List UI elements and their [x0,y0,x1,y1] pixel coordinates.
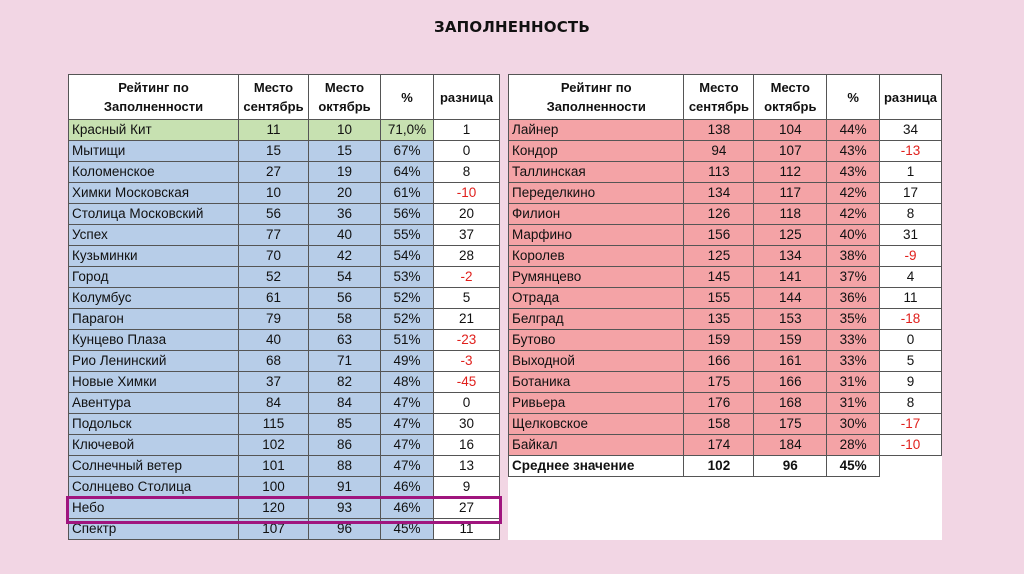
mall-name: Рио Ленинский [69,351,239,372]
mall-name: Кунцево Плаза [69,330,239,351]
average-october: 96 [754,456,827,477]
table-row [69,141,500,162]
mall-name: Красный Кит [69,120,239,141]
fill-percent: 28% [827,435,880,456]
mall-name: Новые Химки [69,372,239,393]
mall-name: Кузьминки [69,246,239,267]
place-october: 20 [309,183,381,204]
fill-percent: 52% [381,288,434,309]
place-september: 155 [684,288,754,309]
average-row [509,456,942,477]
table-row [69,456,500,477]
fill-percent: 38% [827,246,880,267]
place-october: 184 [754,435,827,456]
place-october: 42 [309,246,381,267]
page-title: ЗАПОЛНЕННОСТЬ [434,18,590,36]
average-september: 102 [684,456,754,477]
header-place-september: Место сентябрь [684,75,754,120]
place-september: 102 [239,435,309,456]
table-row [509,351,942,372]
place-october: 118 [754,204,827,225]
right-panel [508,74,942,540]
place-september: 68 [239,351,309,372]
fill-percent: 43% [827,162,880,183]
mall-name: Химки Московская [69,183,239,204]
place-september: 37 [239,372,309,393]
table-row [509,225,942,246]
place-october: 104 [754,120,827,141]
fill-percent: 56% [381,204,434,225]
place-september: 70 [239,246,309,267]
mall-name: Солнцево Столица [69,477,239,498]
table-row [69,183,500,204]
place-october: 112 [754,162,827,183]
place-october: 117 [754,183,827,204]
table-row [69,519,500,540]
table-row [509,183,942,204]
place-september: 100 [239,477,309,498]
mall-name: Авентура [69,393,239,414]
mall-name: Байкал [509,435,684,456]
header-rating: Рейтинг по Заполненности [509,75,684,120]
place-october: 107 [754,141,827,162]
place-october: 58 [309,309,381,330]
place-september: 176 [684,393,754,414]
place-september: 125 [684,246,754,267]
fill-percent: 40% [827,225,880,246]
header-percent: % [381,75,434,120]
difference: -17 [880,414,942,435]
place-october: 85 [309,414,381,435]
place-september: 113 [684,162,754,183]
fill-percent: 55% [381,225,434,246]
fill-percent: 47% [381,456,434,477]
fill-percent: 47% [381,393,434,414]
mall-name: Переделкино [509,183,684,204]
fill-percent: 47% [381,435,434,456]
difference: 4 [880,267,942,288]
table-row [509,414,942,435]
fill-percent: 33% [827,330,880,351]
place-october: 93 [309,498,381,519]
table-row [509,162,942,183]
difference: 1 [434,120,500,141]
place-september: 11 [239,120,309,141]
table-row [509,204,942,225]
mall-name: Марфино [509,225,684,246]
fill-percent: 46% [381,498,434,519]
place-october: 144 [754,288,827,309]
fill-percent: 61% [381,183,434,204]
fill-percent: 45% [381,519,434,540]
average-label: Среднее значение [509,456,684,477]
mall-name: Коломенское [69,162,239,183]
place-october: 56 [309,288,381,309]
table-row [69,120,500,141]
table-row [69,288,500,309]
mall-name: Колумбус [69,288,239,309]
difference: 5 [434,288,500,309]
place-september: 120 [239,498,309,519]
difference: 11 [434,519,500,540]
header-place-october: Место октябрь [309,75,381,120]
place-october: 40 [309,225,381,246]
difference: -3 [434,351,500,372]
difference: -13 [880,141,942,162]
fill-percent: 54% [381,246,434,267]
mall-name: Солнечный ветер [69,456,239,477]
mall-name: Спектр [69,519,239,540]
place-september: 126 [684,204,754,225]
mall-name: Ботаника [509,372,684,393]
place-september: 101 [239,456,309,477]
table-row [69,498,500,519]
mall-name: Небо [69,498,239,519]
table-row [69,162,500,183]
place-october: 54 [309,267,381,288]
place-september: 79 [239,309,309,330]
table-row [69,267,500,288]
fill-percent: 49% [381,351,434,372]
mall-name: Выходной [509,351,684,372]
table-row [509,120,942,141]
table-row [509,246,942,267]
difference: 0 [880,330,942,351]
place-september: 159 [684,330,754,351]
place-october: 82 [309,372,381,393]
place-september: 27 [239,162,309,183]
place-september: 158 [684,414,754,435]
mall-name: Филион [509,204,684,225]
difference: 0 [434,141,500,162]
difference: 34 [880,120,942,141]
mall-name: Парагон [69,309,239,330]
place-october: 175 [754,414,827,435]
difference: -45 [434,372,500,393]
place-october: 10 [309,120,381,141]
place-october: 15 [309,141,381,162]
place-october: 161 [754,351,827,372]
header-difference: разница [434,75,500,120]
table-row [69,204,500,225]
place-september: 135 [684,309,754,330]
header-rating: Рейтинг по Заполненности [69,75,239,120]
average-percent: 45% [827,456,880,477]
place-october: 134 [754,246,827,267]
place-september: 61 [239,288,309,309]
left-panel [68,74,500,540]
fill-percent: 47% [381,414,434,435]
difference: -10 [880,435,942,456]
place-october: 36 [309,204,381,225]
place-september: 56 [239,204,309,225]
mall-name: Таллинская [509,162,684,183]
difference: 8 [880,393,942,414]
fill-percent: 42% [827,204,880,225]
difference: 31 [880,225,942,246]
fill-percent: 37% [827,267,880,288]
right-header-row [509,75,942,120]
difference: -9 [880,246,942,267]
place-september: 145 [684,267,754,288]
place-october: 88 [309,456,381,477]
difference: -10 [434,183,500,204]
fill-percent: 33% [827,351,880,372]
difference: 9 [880,372,942,393]
place-october: 125 [754,225,827,246]
difference: 16 [434,435,500,456]
right-rating-table [508,74,942,477]
place-october: 84 [309,393,381,414]
difference: 21 [434,309,500,330]
fill-percent: 53% [381,267,434,288]
difference: 20 [434,204,500,225]
table-row [509,330,942,351]
difference: 1 [880,162,942,183]
table-row [509,141,942,162]
mall-name: Королев [509,246,684,267]
mall-name: Бутово [509,330,684,351]
header-place-october: Место октябрь [754,75,827,120]
fill-percent: 31% [827,372,880,393]
fill-percent: 43% [827,141,880,162]
place-september: 156 [684,225,754,246]
place-september: 77 [239,225,309,246]
header-difference: разница [880,75,942,120]
header-percent: % [827,75,880,120]
place-september: 52 [239,267,309,288]
left-header-row [69,75,500,120]
place-october: 153 [754,309,827,330]
place-october: 71 [309,351,381,372]
table-row [69,246,500,267]
table-row [69,393,500,414]
place-september: 40 [239,330,309,351]
mall-name: Щелковское [509,414,684,435]
place-september: 10 [239,183,309,204]
difference: -23 [434,330,500,351]
difference: 27 [434,498,500,519]
fill-percent: 52% [381,309,434,330]
place-october: 141 [754,267,827,288]
mall-name: Ключевой [69,435,239,456]
place-october: 63 [309,330,381,351]
place-october: 159 [754,330,827,351]
fill-percent: 35% [827,309,880,330]
fill-percent: 30% [827,414,880,435]
header-place-september: Место сентябрь [239,75,309,120]
place-october: 86 [309,435,381,456]
place-september: 107 [239,519,309,540]
fill-percent: 71,0% [381,120,434,141]
difference: 8 [880,204,942,225]
table-row [69,330,500,351]
table-row [69,351,500,372]
place-september: 15 [239,141,309,162]
place-september: 134 [684,183,754,204]
table-row [509,309,942,330]
place-september: 115 [239,414,309,435]
difference: -18 [880,309,942,330]
fill-percent: 36% [827,288,880,309]
table-row [69,477,500,498]
mall-name: Столица Московский [69,204,239,225]
place-october: 96 [309,519,381,540]
mall-name: Ривьера [509,393,684,414]
mall-name: Отрада [509,288,684,309]
mall-name: Лайнер [509,120,684,141]
difference: -2 [434,267,500,288]
difference: 13 [434,456,500,477]
fill-percent: 42% [827,183,880,204]
fill-percent: 64% [381,162,434,183]
place-october: 91 [309,477,381,498]
table-row [509,372,942,393]
place-october: 168 [754,393,827,414]
table-row [69,309,500,330]
place-september: 94 [684,141,754,162]
difference: 11 [880,288,942,309]
place-september: 174 [684,435,754,456]
table-row [69,372,500,393]
table-row [69,225,500,246]
mall-name: Кондор [509,141,684,162]
average-empty-cell [880,456,942,477]
fill-percent: 67% [381,141,434,162]
place-september: 166 [684,351,754,372]
difference: 37 [434,225,500,246]
mall-name: Подольск [69,414,239,435]
difference: 9 [434,477,500,498]
table-row [509,435,942,456]
difference: 28 [434,246,500,267]
difference: 30 [434,414,500,435]
fill-percent: 51% [381,330,434,351]
table-row [509,393,942,414]
place-september: 84 [239,393,309,414]
table-row [69,435,500,456]
place-september: 138 [684,120,754,141]
mall-name: Успех [69,225,239,246]
fill-percent: 48% [381,372,434,393]
mall-name: Город [69,267,239,288]
place-october: 166 [754,372,827,393]
place-september: 175 [684,372,754,393]
difference: 17 [880,183,942,204]
fill-percent: 44% [827,120,880,141]
fill-percent: 31% [827,393,880,414]
place-october: 19 [309,162,381,183]
table-row [69,414,500,435]
fill-percent: 46% [381,477,434,498]
difference: 5 [880,351,942,372]
table-row [509,267,942,288]
difference: 0 [434,393,500,414]
mall-name: Мытищи [69,141,239,162]
left-rating-table [68,74,500,540]
difference: 8 [434,162,500,183]
mall-name: Белград [509,309,684,330]
table-row [509,288,942,309]
mall-name: Румянцево [509,267,684,288]
